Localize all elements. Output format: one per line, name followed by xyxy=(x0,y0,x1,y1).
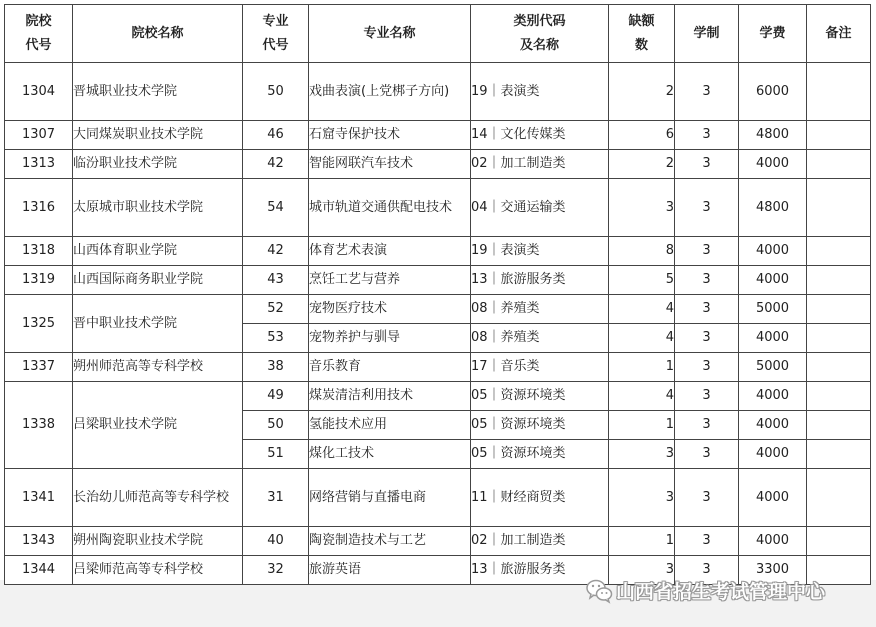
major-name-cell: 煤化工技术 xyxy=(309,440,471,469)
school-code-cell: 1304 xyxy=(5,63,73,121)
duration-cell: 3 xyxy=(675,527,739,556)
vacancies-cell: 1 xyxy=(609,527,675,556)
major-name-cell: 氢能技术应用 xyxy=(309,411,471,440)
notes-cell xyxy=(807,382,871,411)
tuition-cell: 5000 xyxy=(739,295,807,324)
notes-cell xyxy=(807,527,871,556)
table-row xyxy=(5,266,871,295)
major-code-cell: 38 xyxy=(243,353,309,382)
category-cell: 02｜加工制造类 xyxy=(471,150,609,179)
header-major-name: 专业名称 xyxy=(309,5,471,63)
duration-cell: 3 xyxy=(675,440,739,469)
vacancies-cell: 1 xyxy=(609,411,675,440)
major-name-cell: 煤炭清洁利用技术 xyxy=(309,382,471,411)
major-code-cell: 42 xyxy=(243,150,309,179)
major-code-cell: 50 xyxy=(243,63,309,121)
major-code-cell: 52 xyxy=(243,295,309,324)
school-name-cell: 晋中职业技术学院 xyxy=(73,295,243,353)
major-code-cell: 31 xyxy=(243,469,309,527)
table-row xyxy=(5,295,871,324)
tuition-cell: 4000 xyxy=(739,237,807,266)
admissions-vacancy-table xyxy=(4,4,871,585)
major-name-cell: 智能网联汽车技术 xyxy=(309,150,471,179)
major-name-cell: 石窟寺保护技术 xyxy=(309,121,471,150)
category-cell: 19｜表演类 xyxy=(471,63,609,121)
school-name-cell: 晋城职业技术学院 xyxy=(73,63,243,121)
vacancies-cell: 3 xyxy=(609,556,675,585)
category-cell: 17｜音乐类 xyxy=(471,353,609,382)
tuition-cell: 4000 xyxy=(739,469,807,527)
tuition-cell: 4800 xyxy=(739,179,807,237)
duration-cell: 3 xyxy=(675,179,739,237)
major-name-cell: 陶瓷制造技术与工艺 xyxy=(309,527,471,556)
school-code-cell: 1343 xyxy=(5,527,73,556)
category-cell: 08｜养殖类 xyxy=(471,324,609,353)
header-vacancies: 缺额 数 xyxy=(609,5,675,63)
major-code-cell: 43 xyxy=(243,266,309,295)
major-name-cell: 音乐教育 xyxy=(309,353,471,382)
notes-cell xyxy=(807,237,871,266)
category-cell: 11｜财经商贸类 xyxy=(471,469,609,527)
tuition-cell: 5000 xyxy=(739,353,807,382)
vacancies-cell: 3 xyxy=(609,440,675,469)
tuition-cell: 3300 xyxy=(739,556,807,585)
duration-cell: 3 xyxy=(675,556,739,585)
school-name-cell: 大同煤炭职业技术学院 xyxy=(73,121,243,150)
school-name-cell: 朔州师范高等专科学校 xyxy=(73,353,243,382)
school-code-cell: 1307 xyxy=(5,121,73,150)
duration-cell: 3 xyxy=(675,382,739,411)
school-code-cell: 1318 xyxy=(5,237,73,266)
school-code-cell: 1313 xyxy=(5,150,73,179)
table-body xyxy=(5,63,871,585)
notes-cell xyxy=(807,440,871,469)
vacancies-cell: 3 xyxy=(609,179,675,237)
category-cell: 05｜资源环境类 xyxy=(471,440,609,469)
duration-cell: 3 xyxy=(675,353,739,382)
category-cell: 13｜旅游服务类 xyxy=(471,266,609,295)
school-code-cell: 1337 xyxy=(5,353,73,382)
header-duration: 学制 xyxy=(675,5,739,63)
school-name-cell: 吕梁师范高等专科学校 xyxy=(73,556,243,585)
notes-cell xyxy=(807,150,871,179)
major-code-cell: 46 xyxy=(243,121,309,150)
vacancies-cell: 2 xyxy=(609,63,675,121)
category-cell: 05｜资源环境类 xyxy=(471,382,609,411)
major-name-cell: 网络营销与直播电商 xyxy=(309,469,471,527)
header-school-name: 院校名称 xyxy=(73,5,243,63)
notes-cell xyxy=(807,353,871,382)
notes-cell xyxy=(807,411,871,440)
school-name-cell: 吕梁职业技术学院 xyxy=(73,382,243,469)
table-row xyxy=(5,382,871,411)
duration-cell: 3 xyxy=(675,121,739,150)
table-row xyxy=(5,237,871,266)
category-cell: 13｜旅游服务类 xyxy=(471,556,609,585)
major-code-cell: 54 xyxy=(243,179,309,237)
vacancies-cell: 1 xyxy=(609,353,675,382)
tuition-cell: 4000 xyxy=(739,440,807,469)
watermark-text: 山西省招生考试管理中心 xyxy=(616,580,826,603)
table-row xyxy=(5,179,871,237)
tuition-cell: 4000 xyxy=(739,527,807,556)
major-name-cell: 烹饪工艺与营养 xyxy=(309,266,471,295)
wechat-icon xyxy=(584,575,614,605)
notes-cell xyxy=(807,469,871,527)
school-name-cell: 太原城市职业技术学院 xyxy=(73,179,243,237)
notes-cell xyxy=(807,266,871,295)
duration-cell: 3 xyxy=(675,469,739,527)
table-row xyxy=(5,63,871,121)
school-name-cell: 山西国际商务职业学院 xyxy=(73,266,243,295)
vacancies-cell: 2 xyxy=(609,150,675,179)
category-cell: 19｜表演类 xyxy=(471,237,609,266)
major-code-cell: 32 xyxy=(243,556,309,585)
header-school-code: 院校 代号 xyxy=(5,5,73,63)
school-name-cell: 朔州陶瓷职业技术学院 xyxy=(73,527,243,556)
category-cell: 04｜交通运输类 xyxy=(471,179,609,237)
notes-cell xyxy=(807,121,871,150)
tuition-cell: 4000 xyxy=(739,411,807,440)
vacancies-cell: 4 xyxy=(609,382,675,411)
major-name-cell: 戏曲表演(上党梆子方向) xyxy=(309,63,471,121)
table-row xyxy=(5,150,871,179)
major-code-cell: 50 xyxy=(243,411,309,440)
duration-cell: 3 xyxy=(675,237,739,266)
tuition-cell: 4000 xyxy=(739,150,807,179)
tuition-cell: 4800 xyxy=(739,121,807,150)
notes-cell xyxy=(807,295,871,324)
school-code-cell: 1344 xyxy=(5,556,73,585)
tuition-cell: 4000 xyxy=(739,382,807,411)
major-name-cell: 宠物养护与驯导 xyxy=(309,324,471,353)
major-code-cell: 49 xyxy=(243,382,309,411)
header-tuition: 学费 xyxy=(739,5,807,63)
school-code-cell: 1338 xyxy=(5,382,73,469)
category-cell: 02｜加工制造类 xyxy=(471,527,609,556)
vacancies-cell: 6 xyxy=(609,121,675,150)
major-code-cell: 42 xyxy=(243,237,309,266)
table-row xyxy=(5,527,871,556)
vacancies-cell: 4 xyxy=(609,324,675,353)
major-code-cell: 51 xyxy=(243,440,309,469)
vacancies-cell: 4 xyxy=(609,295,675,324)
vacancies-cell: 5 xyxy=(609,266,675,295)
major-code-cell: 40 xyxy=(243,527,309,556)
table-row xyxy=(5,469,871,527)
category-cell: 14｜文化传媒类 xyxy=(471,121,609,150)
duration-cell: 3 xyxy=(675,411,739,440)
table-row xyxy=(5,353,871,382)
watermark xyxy=(584,575,825,605)
notes-cell xyxy=(807,324,871,353)
notes-cell xyxy=(807,63,871,121)
school-code-cell: 1319 xyxy=(5,266,73,295)
duration-cell: 3 xyxy=(675,150,739,179)
tuition-cell: 4000 xyxy=(739,266,807,295)
category-cell: 08｜养殖类 xyxy=(471,295,609,324)
header-notes: 备注 xyxy=(807,5,871,63)
school-code-cell: 1316 xyxy=(5,179,73,237)
vacancies-cell: 3 xyxy=(609,469,675,527)
tuition-cell: 6000 xyxy=(739,63,807,121)
school-code-cell: 1341 xyxy=(5,469,73,527)
duration-cell: 3 xyxy=(675,324,739,353)
major-code-cell: 53 xyxy=(243,324,309,353)
major-name-cell: 旅游英语 xyxy=(309,556,471,585)
duration-cell: 3 xyxy=(675,295,739,324)
school-name-cell: 长治幼儿师范高等专科学校 xyxy=(73,469,243,527)
major-name-cell: 体育艺术表演 xyxy=(309,237,471,266)
school-name-cell: 山西体育职业学院 xyxy=(73,237,243,266)
category-cell: 05｜资源环境类 xyxy=(471,411,609,440)
major-name-cell: 宠物医疗技术 xyxy=(309,295,471,324)
tuition-cell: 4000 xyxy=(739,324,807,353)
school-name-cell: 临汾职业技术学院 xyxy=(73,150,243,179)
table-row xyxy=(5,121,871,150)
header-row xyxy=(5,5,871,63)
vacancies-cell: 8 xyxy=(609,237,675,266)
header-category: 类别代码 及名称 xyxy=(471,5,609,63)
notes-cell xyxy=(807,179,871,237)
major-name-cell: 城市轨道交通供配电技术 xyxy=(309,179,471,237)
duration-cell: 3 xyxy=(675,266,739,295)
header-major-code: 专业 代号 xyxy=(243,5,309,63)
school-code-cell: 1325 xyxy=(5,295,73,353)
duration-cell: 3 xyxy=(675,63,739,121)
